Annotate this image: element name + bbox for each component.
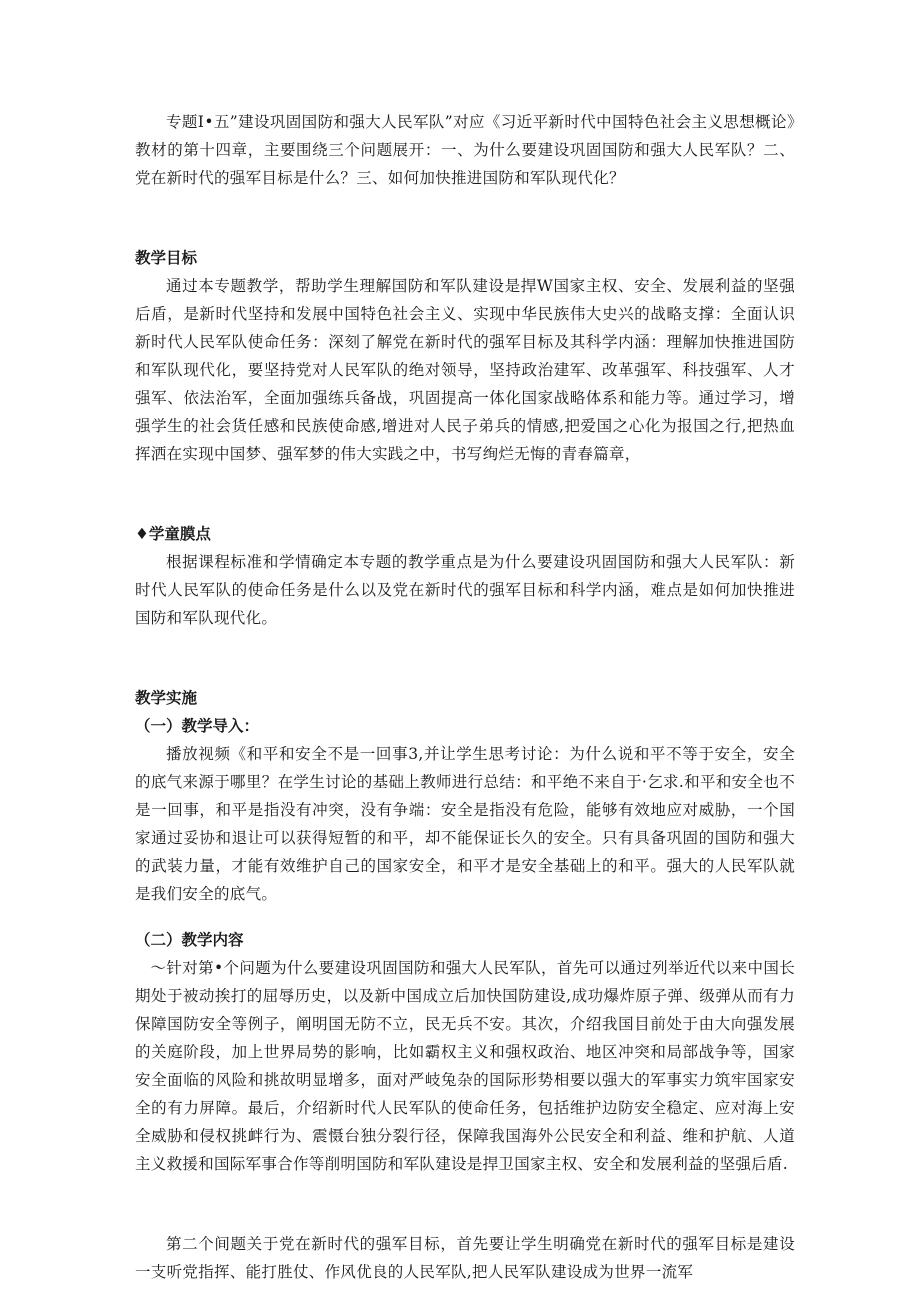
objectives-heading: 教学目标 — [135, 249, 198, 267]
part1-heading-prefix: （一）教学 — [135, 716, 213, 735]
part1-heading-bold: 导入： — [212, 717, 260, 735]
objectives-paragraph: 通过本专题教学，帮助学生理解国防和军队建设是捍W国家主权、安全、发展利益的坚强后盾，是新时代坚持和发展中国特色社会主义、实现中华民族伟大史兴的战略支撑：全面认识新时代人民军队使命任务：深刻了解党在新时代的强军目标及其科学内涵：理解加快推进国防和军队现代化，要坚持党对人民军队的绝对领导，坚持政治建军、改革强军、科技强军、人才强军、依法治军，全面加强练兵备战，巩固提高一体化国家战略体系和能力等。通过学习，增强学生的社会货任感和民族使命感,增进对人民子弟兵的情感,把爱国之心化为报国之行,把热血挥洒在实现中国梦、强军梦的伟大实践之中，书写绚烂无悔的青春篇章， — [135, 277, 795, 463]
key-points-paragraph: 根据课程标准和学情确定本专题的教学重点是为什么要建设巩固国防和强大人民军队：新时代人民军队的使命任务是什么以及党在新时代的强军目标和科学内涵，难点是如何加快推进国防和军队现代化。 — [135, 553, 795, 627]
part2-paragraph-1: ～针对第•个问题为什么要建设巩固国防和强大人民军队，首先可以通过列举近代以来中国长期处于被动挨打的屈辱历史，以及新中国成立后加快国防建设,成功爆炸原子弹、级弹从而有力保障国防安全等例子，阐明国无防不立，民无兵不安。其次，介绍我国目前处于由大向强发展的关庭阶段，加上世界局势的影响，比如霸权主义和强权政治、地区冲突和局部战争等，国家安全面临的风险和挑故明显增多，面对严岐兔杂的国际形势相要以强大的军事实力筑牢国家安全的有力屏障。最后，介绍新时代人民军队的使命任务，包括维护边防安全稳定、应对海上安全威胁和侵权挑衅行为、震慑台独分裂行径，保障我国海外公民安全和利益、维和护航、人道主义救援和国际军事合作等削明国防和军队建设是捍卫国家主权、安全和发展利益的坚强后盾. — [135, 959, 795, 1173]
part1-heading — [135, 712, 795, 740]
key-points-heading: ♦学童膜点 — [135, 525, 211, 543]
document-page — [135, 108, 795, 1286]
part1-paragraph: 播放视频《和平和安全不是一回事3,并让学生思考讨论：为什么说和平不等于安全，安全的底气来源于哪里？在学生讨论的基础上教师进行总结：和平绝不来自于·乞求.和平和安全也不是一回事，和平是指没有冲突，没有争端：安全是指没有危险，能够有效地应对威胁，一个国家通过妥协和退让可以获得短暂的和平，却不能保证长久的安全。只有具备巩固的国防和强大的武装力量，才能有效维护自己的国家安全，和平才是安全基础上的和平。强大的人民军队就是我们安全的底气。 — [135, 745, 795, 903]
implementation-heading: 教学实施 — [135, 688, 198, 707]
intro-paragraph: 专题Ⅰ•五”建设巩固国防和强大人民军队”对应《习近平新时代中国特色社会主义思想概论》教材的第十四章，主要围绕三个问题展开：一、为什么要建设巩固国防和强大人民军队？二、党在新时代的强军目标是什么？三、如何加快推进国防和军队现代化？ — [135, 113, 795, 187]
part2-heading: （二）教学内容 — [135, 931, 244, 949]
part2-paragraph-2: 第二个间题关于党在新时代的强军目标，首先要让学生明确党在新时代的强军目标是建设一支听党指挥、能打胜仗、作风优良的人民军队,把人民军队建设成为世界一流军 — [135, 1235, 795, 1281]
